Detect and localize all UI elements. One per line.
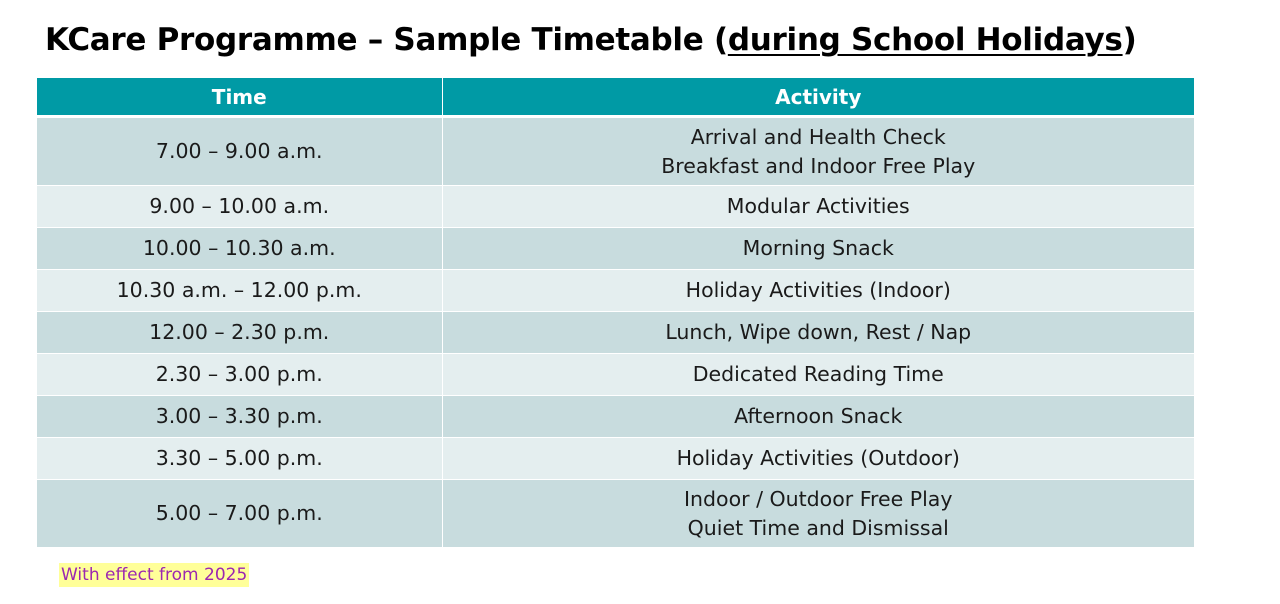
activity-cell xyxy=(442,312,1194,354)
activity-line: Quiet Time and Dismissal xyxy=(687,515,949,540)
time-cell: 2.30 – 3.00 p.m. xyxy=(37,354,442,396)
table-row xyxy=(37,270,1194,312)
time-cell: 7.00 – 9.00 a.m. xyxy=(37,117,442,186)
page-title xyxy=(45,22,1136,58)
activity-line: Modular Activities xyxy=(726,194,910,218)
activity-cell xyxy=(442,480,1194,548)
activity-cell xyxy=(442,186,1194,228)
time-column-header: Time xyxy=(37,78,442,117)
time-cell: 3.30 – 5.00 p.m. xyxy=(37,438,442,480)
time-cell: 10.00 – 10.30 a.m. xyxy=(37,228,442,270)
activity-cell xyxy=(442,438,1194,480)
activity-line: Holiday Activities (Outdoor) xyxy=(676,446,960,470)
activity-column-header: Activity xyxy=(442,78,1194,117)
header-row xyxy=(37,78,1194,117)
table-row xyxy=(37,312,1194,354)
time-cell: 10.30 a.m. – 12.00 p.m. xyxy=(37,270,442,312)
title-highlight: during School Holidays xyxy=(727,22,1123,58)
activity-cell xyxy=(442,396,1194,438)
activity-line: Indoor / Outdoor Free Play xyxy=(684,486,953,511)
table-row xyxy=(37,186,1194,228)
title-prefix: KCare Programme – Sample Timetable ( xyxy=(45,22,728,58)
time-cell: 3.00 – 3.30 p.m. xyxy=(37,396,442,438)
title-suffix: ) xyxy=(1122,22,1137,58)
table-row xyxy=(37,480,1194,548)
activity-line: Afternoon Snack xyxy=(734,404,903,428)
table-row xyxy=(37,438,1194,480)
table-row xyxy=(37,354,1194,396)
activity-line: Holiday Activities (Indoor) xyxy=(685,278,951,302)
activity-cell xyxy=(442,354,1194,396)
timetable-header xyxy=(37,78,1194,117)
time-cell: 5.00 – 7.00 p.m. xyxy=(37,480,442,548)
activity-line: Lunch, Wipe down, Rest / Nap xyxy=(665,320,972,344)
timetable-body xyxy=(37,117,1194,548)
activity-line: Arrival and Health Check xyxy=(690,124,946,149)
effective-date-note: With effect from 2025 xyxy=(61,565,248,585)
time-cell: 12.00 – 2.30 p.m. xyxy=(37,312,442,354)
activity-cell xyxy=(442,228,1194,270)
activity-line: Dedicated Reading Time xyxy=(692,362,944,386)
activity-line: Breakfast and Indoor Free Play xyxy=(661,153,976,178)
activity-line: Morning Snack xyxy=(742,236,894,260)
activity-cell xyxy=(442,117,1194,186)
time-cell: 9.00 – 10.00 a.m. xyxy=(37,186,442,228)
timetable xyxy=(37,78,1194,548)
table-row xyxy=(37,228,1194,270)
activity-cell xyxy=(442,270,1194,312)
table-row xyxy=(37,396,1194,438)
table-row xyxy=(37,117,1194,186)
